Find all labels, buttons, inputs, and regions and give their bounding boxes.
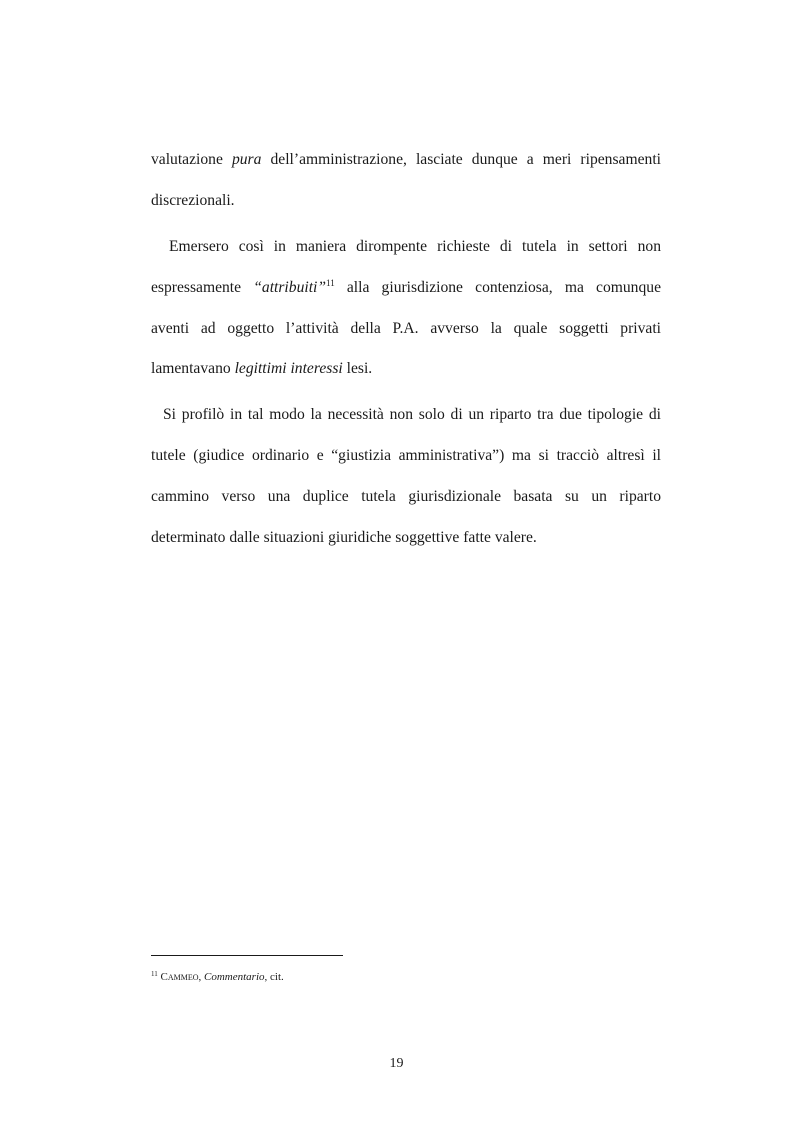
- p2-line-1: Emersero così in maniera dirompente richieste di tutela in settori non: [169, 238, 661, 255]
- p1-line-2: discrezionali.: [151, 192, 235, 209]
- footnote-separator-text: ,: [198, 971, 205, 983]
- text-span: dell’amministrazione, lasciate dunque a meri ripensamenti: [261, 151, 661, 168]
- p2-line-3: aventi ad oggetto l’attività della P.A. avverso la quale soggetti privati: [151, 320, 661, 337]
- footnote: [151, 970, 284, 984]
- italic-span: legittimi interessi: [234, 360, 343, 377]
- footnote-separator: [151, 955, 343, 956]
- p3-line-3: cammino verso una duplice tutela giurisdizionale basata su un riparto: [151, 488, 661, 505]
- text-span: lesi.: [342, 360, 373, 377]
- footnote-reference[interactable]: 11: [326, 278, 335, 288]
- page-number: 19: [389, 1056, 404, 1071]
- text-span: valutazione: [151, 151, 232, 168]
- footnote-author: Cammeo: [160, 971, 199, 983]
- p3-line-1: Si profilò in tal modo la necessità non solo di un riparto tra due tipologie di: [163, 406, 661, 423]
- footnote-rest: , cit.: [264, 971, 284, 983]
- italic-span: pura: [231, 151, 262, 168]
- footnote-work: Commentario: [204, 971, 265, 983]
- p3-line-2: tutele (giudice ordinario e “giustizia amministrativa”) ma si tracciò altresì il: [151, 447, 661, 464]
- italic-span: “attribuiti”: [253, 279, 327, 296]
- p2-line-2: [151, 278, 661, 298]
- p1-line-1: [151, 150, 661, 170]
- p2-line-4: [151, 359, 661, 379]
- text-span: lamentavano: [151, 360, 235, 377]
- text-span: alla giurisdizione contenziosa, ma comunque: [334, 279, 661, 296]
- footnote-number: 11: [151, 970, 158, 978]
- p3-line-4: determinato dalle situazioni giuridiche soggettive fatte valere.: [151, 529, 537, 546]
- text-span: espressamente: [151, 279, 254, 296]
